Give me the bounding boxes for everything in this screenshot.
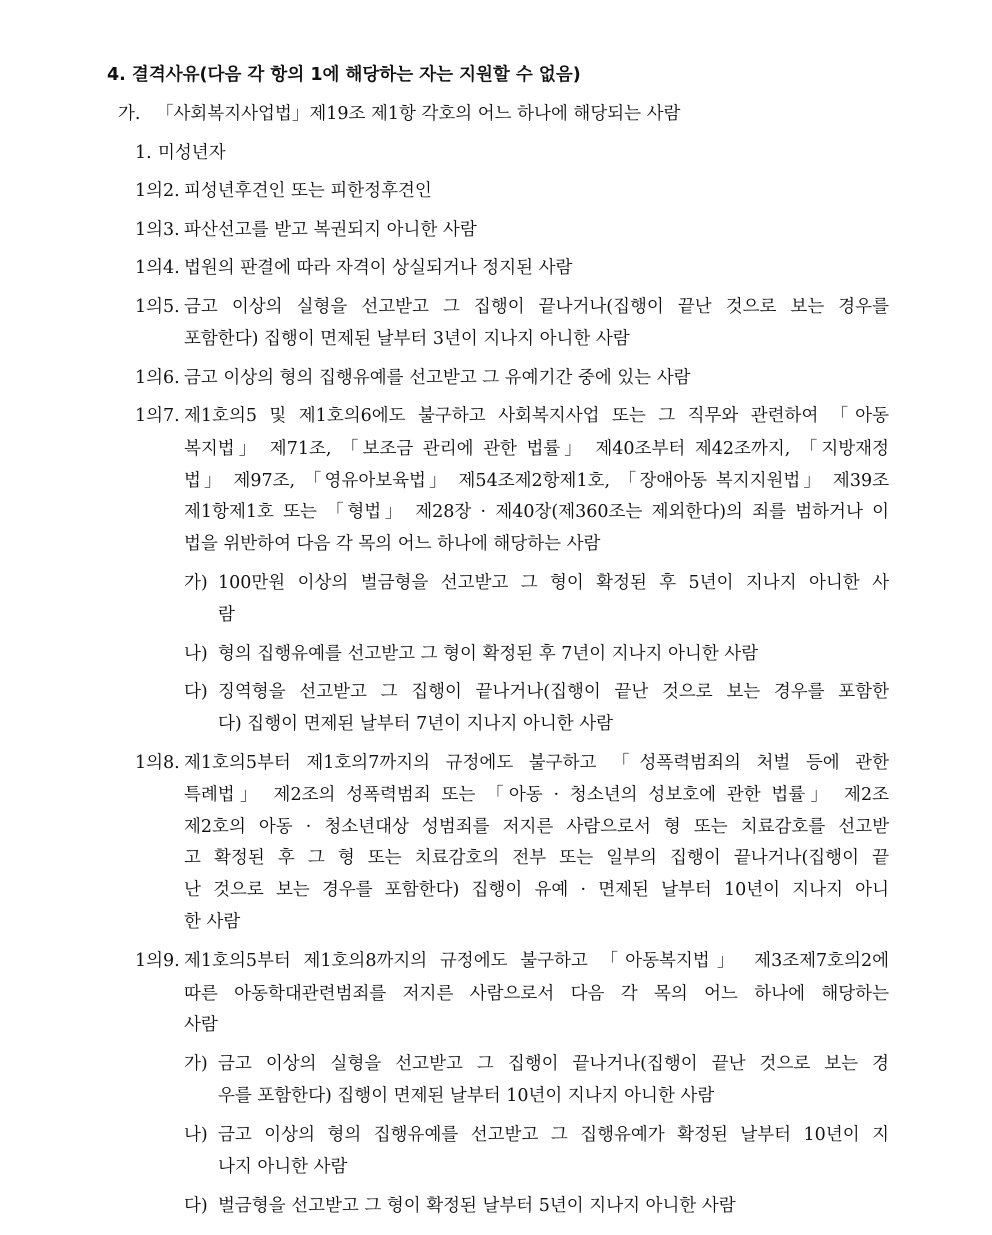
sub-item-text: 나지 아니한 사람: [218, 1157, 348, 1177]
sub-item-marker: 나): [184, 1125, 208, 1145]
sub-item-text: 100만원 이상의 벌금형을 선고받고 그 형이 확정된 후 5년이 지나지 아니한 사: [218, 573, 889, 593]
sub-item-text: 금고 이상의 실형을 선고받고 그 집행이 끝나거나(집행이 끝난 것으로 보는 경: [218, 1054, 889, 1074]
item-text: 포함한다) 집행이 면제된 날부터 3년이 지나지 아니한 사람: [184, 329, 630, 349]
list-item-1-9: [0, 946, 992, 976]
item-text: 복지법」 제71조, 「보조금 관리에 관한 법률」 제40조부터 제42조까지, 「지방재정: [184, 439, 889, 459]
sub-item-text: 다) 집행이 면제된 날부터 7년이 지나지 아니한 사람: [218, 714, 613, 734]
item-marker: 1의8.: [135, 753, 180, 773]
list-item-1-7: [0, 401, 992, 431]
item-text: 사람: [184, 1015, 218, 1035]
item-marker: 1의6.: [135, 368, 180, 388]
sub-item-text: 우를 포함한다) 집행이 면제된 날부터 10년이 지나지 아니한 사람: [218, 1086, 715, 1106]
sub-item-marker: 다): [184, 682, 208, 702]
item-text: 제1항제1호 또는 「형법」 제28장 · 제40장(제360조는 제외한다)의 죄를 범하거나 이: [184, 502, 889, 522]
item-text: 법」 제97조, 「영유아보육법」 제54조제2항제1호, 「장애아동 복지지원법」 제39조: [184, 471, 889, 491]
list-item-1-8-cont: [0, 907, 992, 937]
item-text: 한 사람: [184, 912, 241, 932]
sub-item-1-9-na-cont: [0, 1152, 992, 1182]
sub-item-text: 벌금형을 선고받고 그 형이 확정된 날부터 5년이 지나지 아니한 사람: [218, 1196, 736, 1216]
item-text: 금고 이상의 실형을 선고받고 그 집행이 끝나거나(집행이 끝난 것으로 보는 경우를: [184, 297, 889, 317]
item-text: 법원의 판결에 따라 자격이 상실되거나 정지된 사람: [184, 258, 573, 278]
list-item-1-8-cont: [0, 843, 992, 873]
sub-item-text: 징역형을 선고받고 그 집행이 끝나거나(집행이 끝난 것으로 보는 경우를 포함한: [218, 682, 889, 702]
sub-item-marker: 가): [184, 573, 208, 593]
sub-item-1-7-ga: [0, 568, 992, 598]
list-item-1-7-cont: [0, 434, 992, 464]
sub-item-1-7-ga-cont: [0, 600, 992, 630]
item-text: 제1호의5 및 제1호의6에도 불구하고 사회복지사업 또는 그 직무와 관련하여 「아동: [184, 406, 889, 426]
clause-text: 「사회복지사업법」제19조 제1항 각호의 어느 하나에 해당되는 사람: [156, 104, 681, 124]
sub-item-1-7-da-cont: [0, 709, 992, 739]
item-text: 특례법」 제2조의 성폭력범죄 또는 「아동 · 청소년의 성보호에 관한 법률」 제2조: [184, 785, 889, 805]
item-marker: 1의5.: [135, 297, 180, 317]
item-text: 금고 이상의 형의 집행유예를 선고받고 그 유예기간 중에 있는 사람: [184, 368, 691, 388]
item-marker: 1의4.: [135, 258, 180, 278]
list-item-1-4: [0, 253, 992, 283]
list-item-1-6: [0, 363, 992, 393]
item-text: 난 것으로 보는 경우를 포함한다) 집행이 유예 · 면제된 날부터 10년이 지나지 아니: [184, 880, 889, 900]
list-item-1-3: [0, 215, 992, 245]
item-marker: 1의2.: [135, 181, 180, 201]
list-item-1-8-cont: [0, 875, 992, 905]
item-text: 제1호의5부터 제1호의7까지의 규정에도 불구하고 「성폭력범죄의 처벌 등에 관한: [184, 753, 889, 773]
list-item-1-9-cont: [0, 979, 992, 1009]
sub-item-1-7-da: [0, 677, 992, 707]
sub-item-1-9-da: [0, 1191, 992, 1221]
list-item-1-8-cont: [0, 812, 992, 842]
sub-item-1-9-ga: [0, 1049, 992, 1079]
item-text: 제2호의 아동 · 청소년대상 성범죄를 저지른 사람으로서 형 또는 치료감호를 선고받: [184, 817, 889, 837]
item-text: 미성년자: [158, 143, 226, 163]
list-item-1-5: [0, 292, 992, 322]
item-text: 고 확정된 후 그 형 또는 치료감호의 전부 또는 일부의 집행이 끝나거나(집행이 끝: [184, 848, 889, 868]
item-marker: 1의3.: [135, 220, 180, 240]
list-item-1: [0, 138, 992, 168]
list-item-1-8: [0, 748, 992, 778]
item-marker: 1.: [135, 143, 152, 163]
sub-item-1-7-na: [0, 639, 992, 669]
sub-item-marker: 나): [184, 644, 208, 664]
sub-item-text: 람: [218, 605, 235, 625]
section-heading: 4. 결격사유(다음 각 항의 1에 해당하는 자는 지원할 수 없음): [107, 65, 581, 85]
clause-marker: 가.: [118, 104, 141, 124]
list-item-1-8-cont: [0, 780, 992, 810]
sub-item-text: 금고 이상의 형의 집행유예를 선고받고 그 집행유예가 확정된 날부터 10년이 지: [218, 1125, 889, 1145]
item-text: 파산선고를 받고 복권되지 아니한 사람: [184, 220, 477, 240]
sub-item-text: 형의 집행유예를 선고받고 그 형이 확정된 후 7년이 지나지 아니한 사람: [218, 644, 759, 664]
list-item-1-7-cont: [0, 497, 992, 527]
item-text: 따른 아동학대관련범죄를 저지른 사람으로서 다음 각 목의 어느 하나에 해당하는: [184, 984, 889, 1004]
list-item-1-2: [0, 176, 992, 206]
sub-item-marker: 다): [184, 1196, 208, 1216]
list-item-1-5-cont: [0, 324, 992, 354]
list-item-1-7-cont: [0, 466, 992, 496]
item-text: 법을 위반하여 다음 각 목의 어느 하나에 해당하는 사람: [184, 534, 601, 554]
item-text: 제1호의5부터 제1호의8까지의 규정에도 불구하고 「아동복지법」 제3조제7호의2에: [184, 951, 889, 971]
item-marker: 1의9.: [135, 951, 180, 971]
section-heading-row: [0, 60, 992, 90]
sub-item-marker: 가): [184, 1054, 208, 1074]
sub-item-1-9-na: [0, 1120, 992, 1150]
list-item-1-7-cont: [0, 529, 992, 559]
sub-item-1-9-ga-cont: [0, 1081, 992, 1111]
list-item-1-9-cont: [0, 1010, 992, 1040]
item-marker: 1의7.: [135, 406, 180, 426]
clause-ga-row: [0, 99, 992, 129]
item-text: 피성년후견인 또는 피한정후견인: [184, 181, 432, 201]
